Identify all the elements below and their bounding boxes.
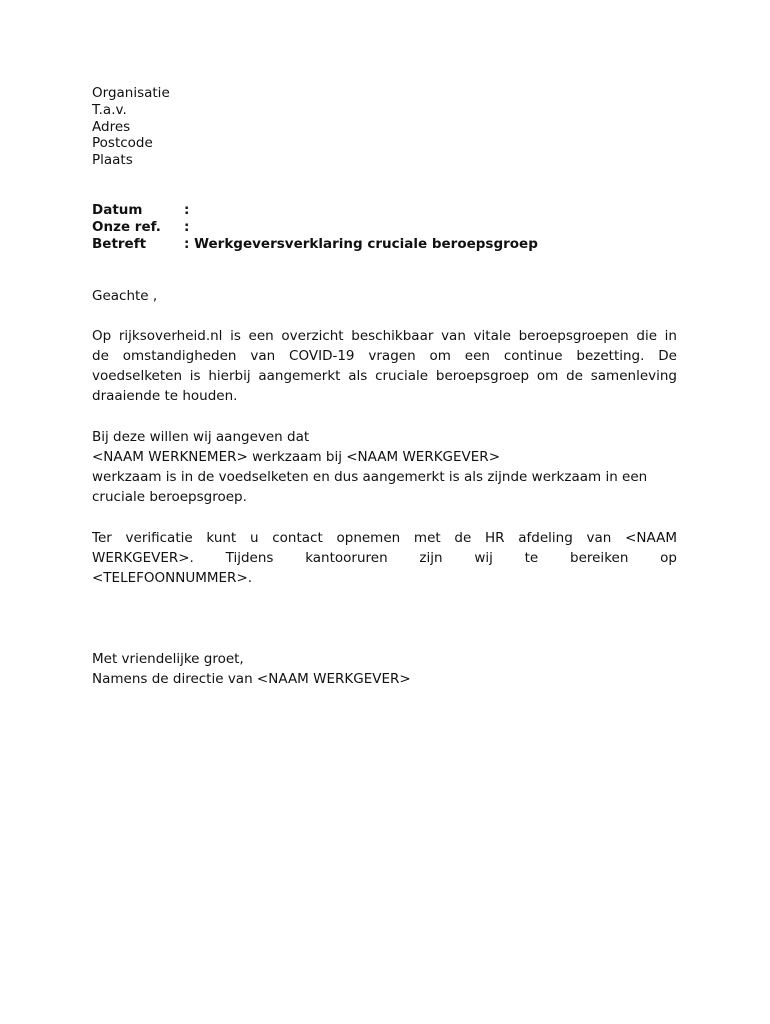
recipient-organisation: Organisatie	[92, 85, 170, 101]
paragraph-line: de omstandigheden van COVID-19 vragen om een continue bezetting. De	[92, 348, 677, 365]
recipient-address: Adres	[92, 118, 131, 135]
meta-subject-value: : Werkgeversverklaring cruciale beroepsgroep	[184, 235, 538, 252]
paragraph-line: Op rijksoverheid.nl is een overzicht beschikbaar van vitale beroepsgroepen die in	[92, 328, 677, 344]
meta-date-value: :	[184, 202, 190, 218]
paragraph-line: <TELEFOONNUMMER>.	[92, 570, 253, 587]
letter-meta-block	[92, 202, 538, 252]
salutation: Geachte ,	[92, 288, 158, 304]
meta-subject-label: Betreft	[92, 235, 147, 252]
closing-block	[92, 649, 677, 689]
closing-signature: Namens de directie van <NAAM WERKGEVER>	[92, 671, 411, 688]
meta-ref-label: Onze ref.	[92, 218, 161, 235]
paragraph-vital-professions	[92, 326, 677, 406]
paragraph-line: cruciale beroepsgroep.	[92, 489, 247, 506]
recipient-attention: T.a.v.	[92, 101, 127, 118]
paragraph-line: draaiende te houden.	[92, 388, 238, 405]
closing-greeting: Met vriendelijke groet,	[92, 651, 244, 667]
paragraph-line: Bij deze willen wij aangeven dat	[92, 429, 310, 445]
recipient-postcode: Postcode	[92, 135, 153, 152]
paragraph-line: Ter verificatie kunt u contact opnemen met de HR afdeling van <NAAM	[92, 530, 677, 546]
meta-ref-row	[92, 219, 538, 236]
paragraph-line: WERKGEVER>. Tijdens kantooruren zijn wij te bereiken op	[92, 550, 677, 567]
meta-subject-row	[92, 236, 538, 253]
paragraph-line: werkzaam is in de voedselketen en dus aangemerkt is als zijnde werkzaam in een	[92, 469, 648, 486]
paragraph-verification	[92, 528, 677, 588]
meta-date-row	[92, 202, 538, 219]
recipient-address-block	[92, 85, 170, 169]
meta-date-label: Datum	[92, 202, 143, 218]
paragraph-employee-declaration	[92, 427, 677, 507]
paragraph-line: voedselketen is hierbij aangemerkt als cruciale beroepsgroep om de samenleving	[92, 368, 677, 385]
recipient-city: Plaats	[92, 152, 133, 169]
paragraph-line: <NAAM WERKNEMER> werkzaam bij <NAAM WERKGEVER>	[92, 449, 500, 466]
meta-ref-value: :	[184, 218, 190, 235]
